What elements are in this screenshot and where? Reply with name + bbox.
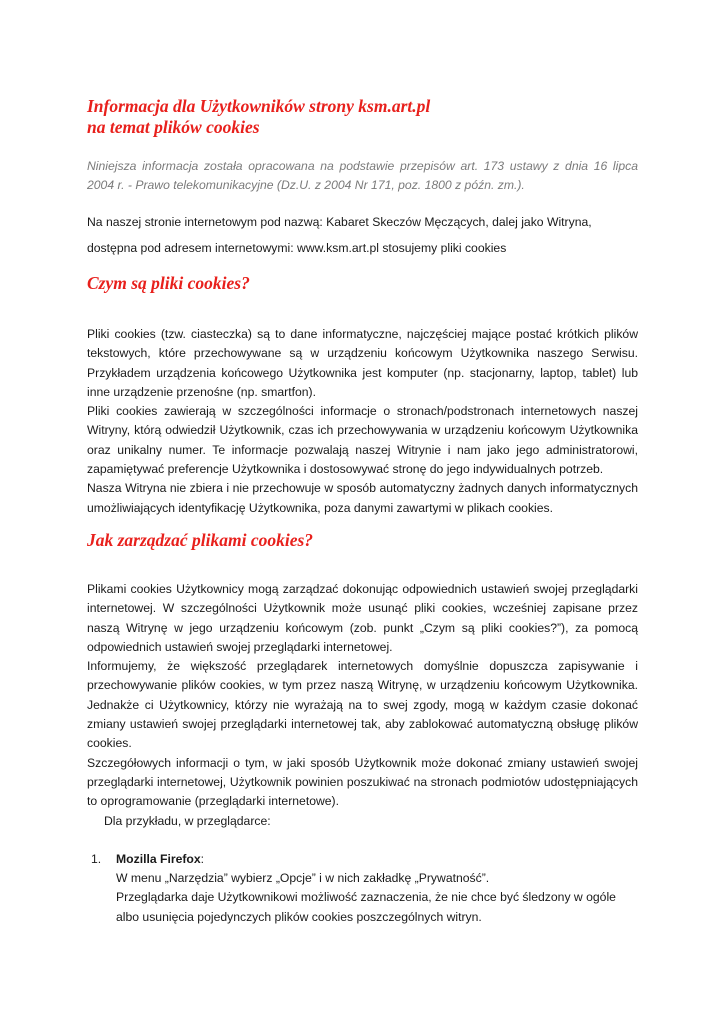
browser-list [87, 850, 638, 927]
example-intro: Dla przykładu, w przeglądarce: [104, 813, 271, 828]
lead-paragraph [87, 209, 638, 261]
legal-basis-note: Niniejsza informacja została opracowana na podstawie przepisów art. 173 ustawy z dnia 16 lipca 2004 r. - Prawo telekomunikacyjne (Dz.U. z 2004 Nr 171, poz. 1800 z późn. zm.). [87, 159, 638, 192]
section-heading-what-are-cookies: Czym są pliki cookies? [87, 273, 250, 293]
list-item-line: W menu „Narzędzia” wybierz „Opcje” i w nich zakładkę „Prywatność”. [116, 871, 490, 886]
paragraph: Plikami cookies Użytkownicy mogą zarządzać dokonując odpowiednich ustawień swojej przeglądarki internetowej. W szczególności Użytkownik może usunąć pliki cookies, wcześniej zapisane przez naszą Witrynę w jego urządzeniu końcowym (zob. punkt „Czym są pliki cookies?”), za pomocą odpowiednich ustawień swojej przeglądarki internetowej. [87, 581, 638, 654]
document-page [87, 96, 638, 927]
section-heading-manage-cookies: Jak zarządzać plikami cookies? [87, 529, 314, 550]
lead-line-1: Na naszej stronie internetowym pod nazwą: Kabaret Skeczów Męczących, dalej jako Witryna, [87, 215, 592, 229]
section-what-are-cookies-body [87, 325, 638, 518]
paragraph: Nasza Witryna nie zbiera i nie przechowuje w sposób automatyczny żadnych danych informatycznych umożliwiających identyfikację Użytkownika, poza danymi zawartymi w plikach cookies. [87, 481, 638, 515]
title-line-1: Informacja dla Użytkowników strony ksm.art.pl [87, 96, 431, 116]
section-manage-cookies-body [87, 580, 638, 831]
title-line-2: na temat plików cookies [87, 117, 260, 137]
paragraph: Pliki cookies (tzw. ciasteczka) są to dane informatyczne, najczęściej mające postać krótkich plików tekstowych, które przechowywane są w urządzeniu końcowym Użytkownika naszego Serwisu. Przykładem urządzenia końcowego Użytkownika jest komputer (np. stacjonarny, laptop, tablet) lub inne urządzenie przenośne (np. smartfon). [87, 327, 638, 399]
browser-name-suffix: : [200, 851, 205, 866]
paragraph: Informujemy, że większość przeglądarek internetowych domyślnie dopuszcza zapisywanie i przechowywanie plików cookies, w tym przez naszą Witrynę, w urządzeniu końcowym Użytkownika. Jednakże ci Użytkownicy, którzy nie wyrażają na to swej zgody, mogą w każdym czasie dokonać zmiany ustawień swojej przeglądarki internetowej tak, aby zablokować automatyczną obsługę plików cookies. [87, 659, 638, 751]
browser-name: Mozilla Firefox [116, 851, 201, 866]
lead-line-2: dostępna pod adresem internetowymi: www.ksm.art.pl stosujemy pliki cookies [87, 241, 507, 255]
list-number: 1. [91, 851, 102, 866]
paragraph: Szczegółowych informacji o tym, w jaki sposób Użytkownik może dokonać zmiany ustawień swojej przeglądarki internetowej, Użytkownik powinien poszukiwać na stronach podmiotów udostępniających to oprogramowanie (przeglądarki internetowe). [87, 755, 638, 809]
document-title [87, 96, 638, 138]
paragraph: Pliki cookies zawierają w szczególności informacje o stronach/podstronach internetowych naszej Witryny, którą odwiedził Użytkownik, czas ich przechowywania w urządzeniu końcowym Użytkownika oraz unikalny numer. Te informacje pozwalają naszej Witrynie i nam jako jego administratorowi, zapamiętywać preferencje Użytkownika i dostosowywać stronę do jego indywidualnych potrzeb. [87, 404, 638, 477]
list-item-line: Przeglądarka daje Użytkownikowi możliwość zaznaczenia, że nie chce być śledzony w ogóle albo usunięcia pojedynczych plików cookies poszczególnych witryn. [116, 890, 616, 924]
list-item [87, 850, 638, 927]
